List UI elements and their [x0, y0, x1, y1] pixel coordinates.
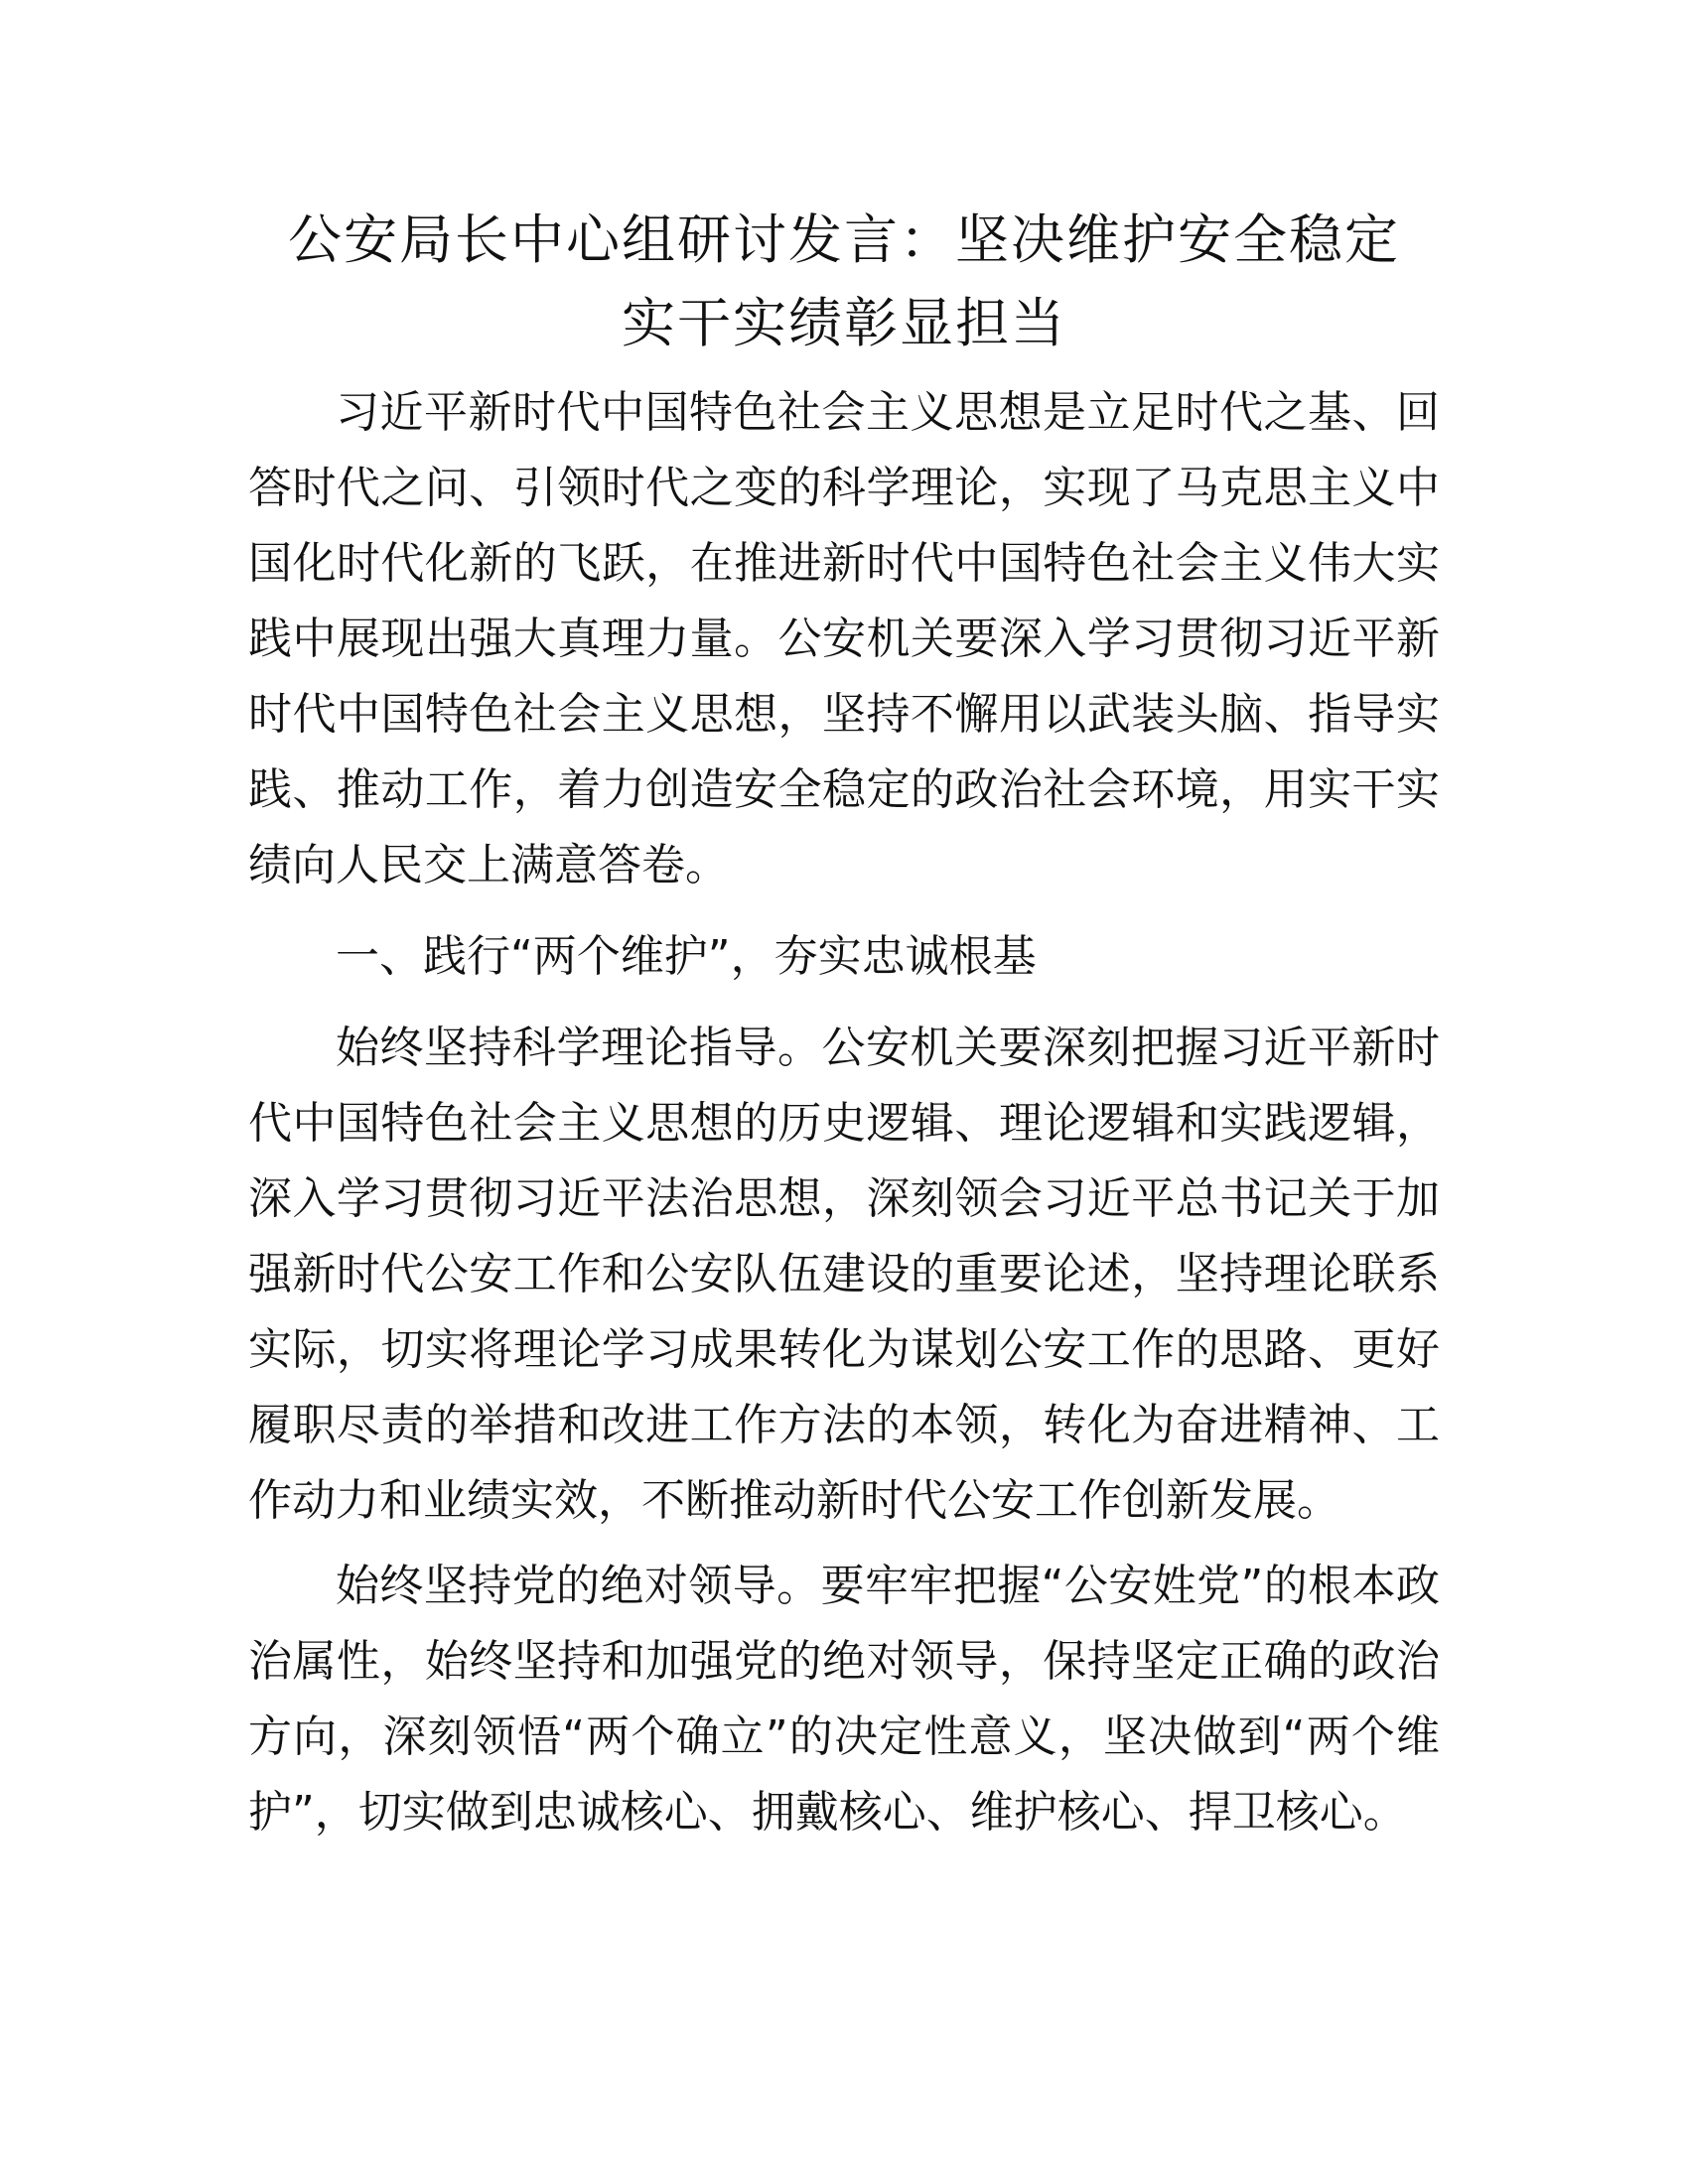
section-1-paragraph-2: 始终坚持党的绝对领导。要牢牢把握“公安姓党”的根本政治属性，始终坚持和加强党的绝对领导，保持坚定正确的政治方向，深刻领悟“两个确立”的决定性意义，坚决做到“两个维护”，切实做到忠诚核心、拥戴核心、维护核心、捍卫核心。 — [248, 1561, 1440, 1838]
title-line-1: 公安局长中心组研讨发言：坚决维护安全稳定 — [288, 208, 1400, 271]
title-line-2: 实干实绩彰显担当 — [622, 292, 1066, 354]
intro-paragraph: 习近平新时代中国特色社会主义思想是立足时代之基、回答时代之问、引领时代之变的科学理论，实现了马克思主义中国化时代化新的飞跃，在推进新时代中国特色社会主义伟大实践中展现出强大真理力量。公安机关要深入学习贯彻习近平新时代中国特色社会主义思想，坚持不懈用以武装头脑、指导实践、推动工作，着力创造安全稳定的政治社会环境，用实干实绩向人民交上满意答卷。 — [248, 387, 1440, 890]
section-1-paragraph-1: 始终坚持科学理论指导。公安机关要深刻把握习近平新时代中国特色社会主义思想的历史逻辑、理论逻辑和实践逻辑，深入学习贯彻习近平法治思想，深刻领会习近平总书记关于加强新时代公安工作和公安队伍建设的重要论述，坚持理论联系实际，切实将理论学习成果转化为谋划公安工作的思路、更好履职尽责的举措和改进工作方法的本领，转化为奋进精神、工作动力和业绩实效，不断推动新时代公安工作创新发展。 — [248, 1023, 1440, 1526]
document-page — [248, 199, 1440, 1850]
section-heading-1: 一、践行“两个维护”，夯实忠诚根基 — [336, 931, 1037, 982]
document-title — [248, 199, 1440, 365]
